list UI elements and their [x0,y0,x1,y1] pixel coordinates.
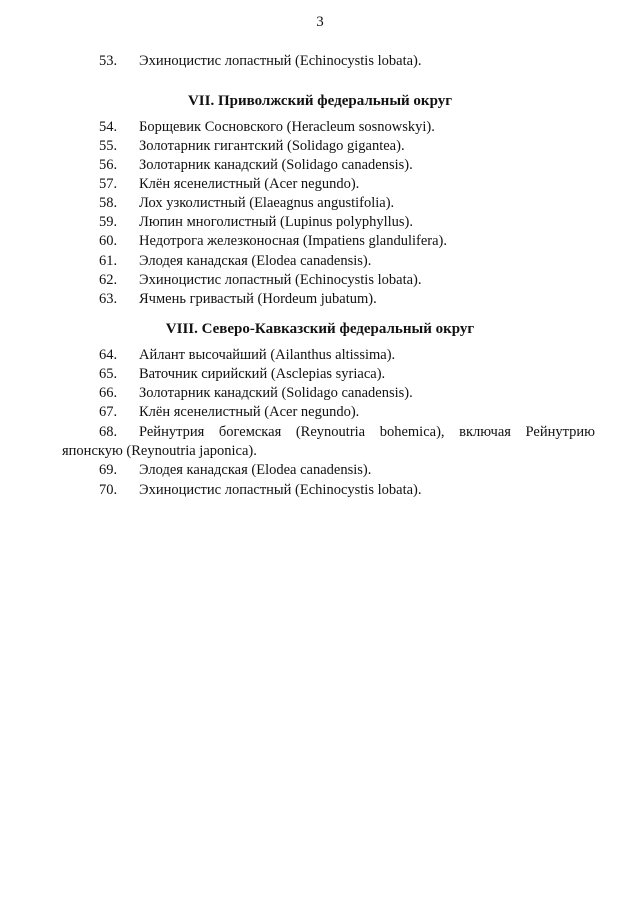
item-number: 69. [99,462,118,478]
item-text: Клён ясенелистный (Acer negundo). [139,404,360,420]
item-number: 57. [99,176,118,192]
item-number: 67. [99,404,118,420]
item-number: 55. [99,138,118,154]
item-text: Рейнутрия богемская (Reynoutria bohemica), включая Рейнутрию [139,424,595,440]
item-number: 60. [99,233,118,249]
item-number: 61. [99,253,118,269]
item-text: Айлант высочайший (Ailanthus altissima). [139,347,396,363]
item-number: 53. [99,53,118,69]
item-text: Борщевик Сосновского (Heracleum sosnowskyi). [139,119,435,135]
item-text: Ячмень гривастый (Hordeum jubatum). [139,291,377,307]
item-number: 54. [99,119,118,135]
item-number: 66. [99,385,118,401]
item-number: 68. [99,424,118,440]
item-text: Недотрога железконосная (Impatiens glandulifera). [139,233,448,249]
item-text: Клён ясенелистный (Acer negundo). [139,176,360,192]
item-text: Эхиноцистис лопастный (Echinocystis lobata). [139,482,422,498]
section-heading-vii: VII. Приволжский федеральный округ [187,93,453,109]
item-text: Ваточник сирийский (Asclepias syriaca). [139,366,386,382]
item-text: Люпин многолистный (Lupinus polyphyllus). [139,214,413,230]
item-number: 64. [99,347,118,363]
item-text-continuation: японскую (Reynoutria japonica). [62,443,257,459]
item-text: Эхиноцистис лопастный (Echinocystis lobata). [139,272,422,288]
item-text: Лох узколистный (Elaeagnus angustifolia). [139,195,395,211]
item-text: Элодея канадская (Elodea canadensis). [139,462,372,478]
item-number: 59. [99,214,118,230]
item-number: 65. [99,366,118,382]
section-heading-viii: VIII. Северо-Кавказский федеральный округ [165,321,475,337]
item-number: 56. [99,157,118,173]
item-number: 58. [99,195,118,211]
item-number: 70. [99,482,118,498]
item-text: Золотарник канадский (Solidago canadensis). [139,385,413,401]
item-text: Золотарник канадский (Solidago canadensis). [139,157,413,173]
item-text: Элодея канадская (Elodea canadensis). [139,253,372,269]
item-text: Золотарник гигантский (Solidago gigantea). [139,138,405,154]
item-text: Эхиноцистис лопастный (Echinocystis lobata). [139,53,422,69]
item-number: 62. [99,272,118,288]
page-number: 3 [316,14,324,30]
item-number: 63. [99,291,118,307]
